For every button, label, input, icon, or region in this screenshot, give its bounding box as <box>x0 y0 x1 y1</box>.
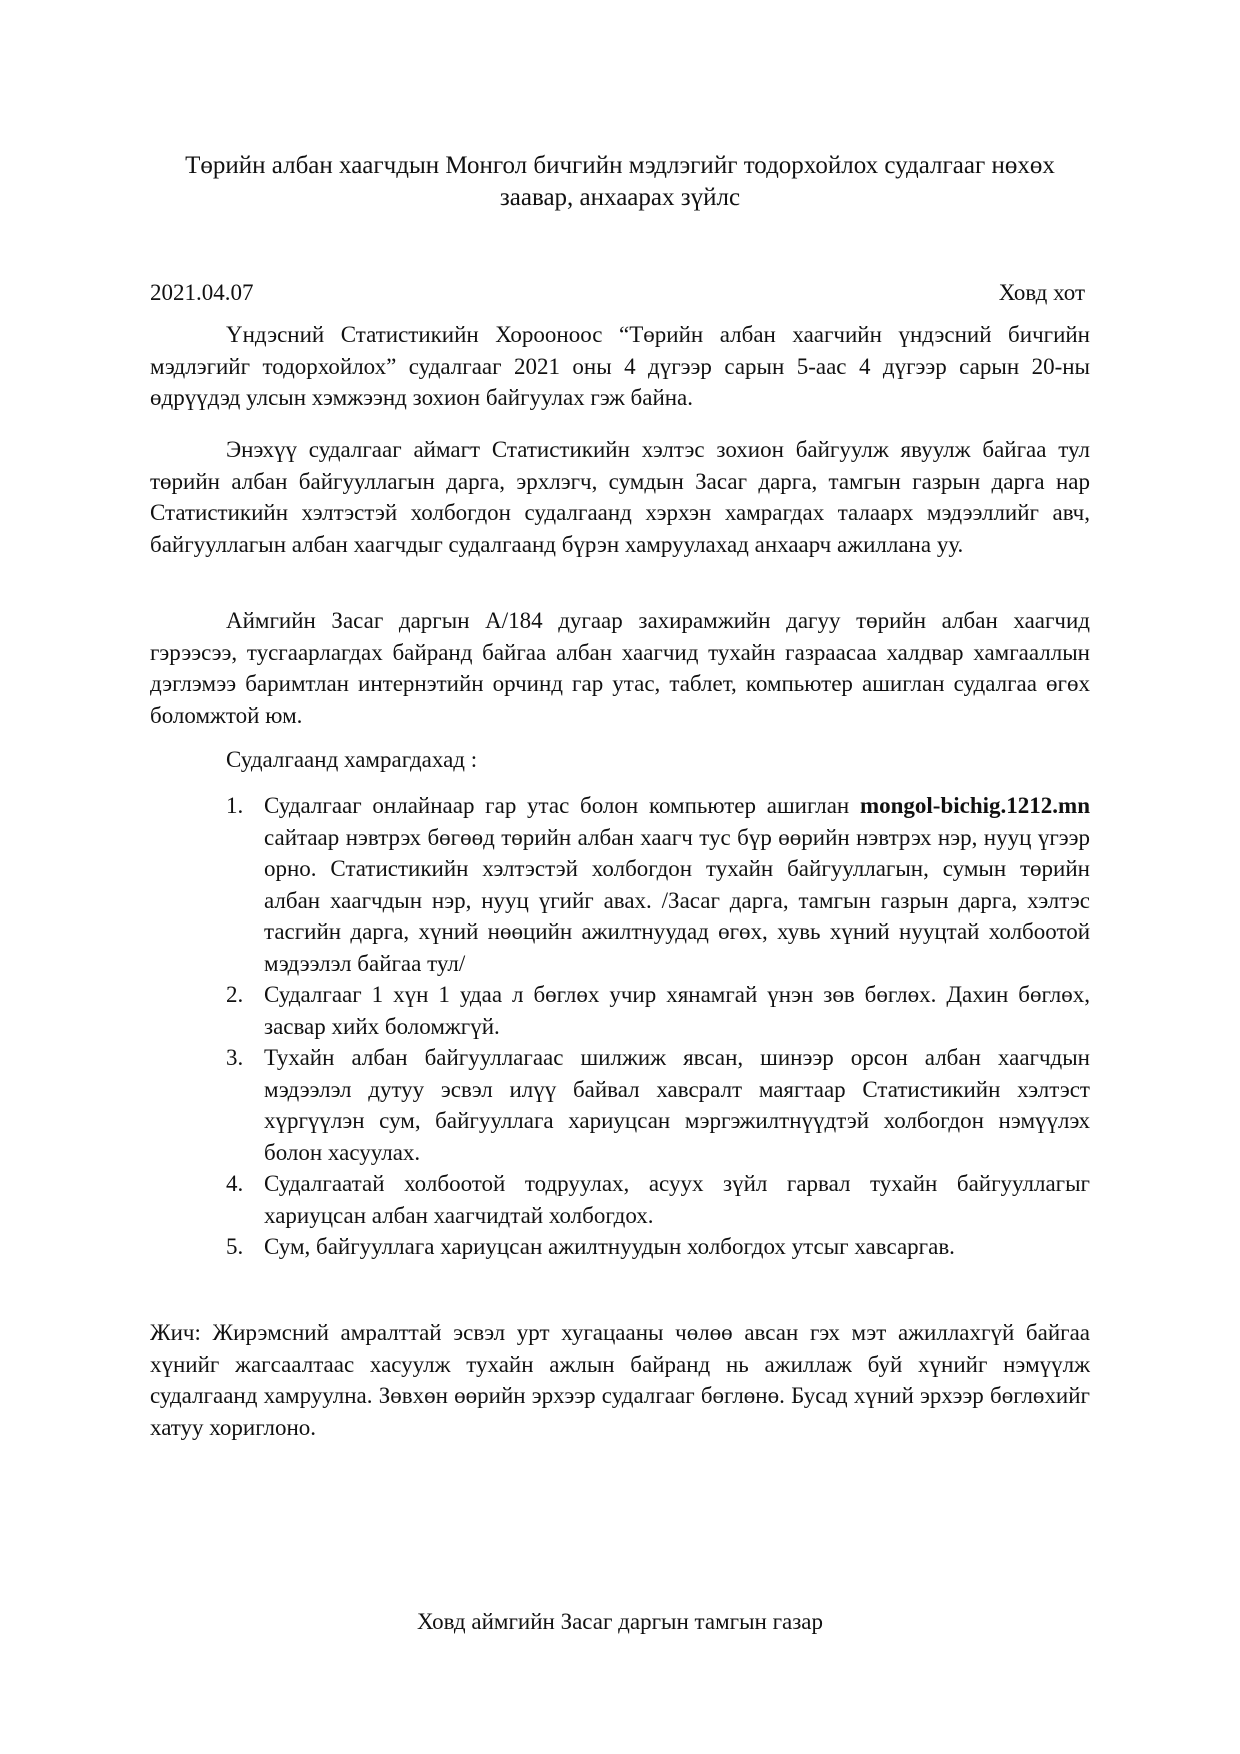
list-item <box>226 1168 1090 1231</box>
document-place: Ховд хот <box>998 280 1085 305</box>
list-item-number: 4. <box>226 1171 244 1196</box>
list-item-number: 5. <box>226 1234 244 1259</box>
title-line-1: Төрийн албан хаагчдын Монгол бичгийн мэдлэгийг тодорхойлох судалгааг нөхөх <box>185 152 1055 179</box>
list-item-text: Судалгааг 1 хүн 1 удаа л бөглөх учир хянамгай үнэн зөв бөглөх. Дахин бөглөх, засвар хийх боломжгүй. <box>264 982 1090 1039</box>
paragraph-1: Үндэсний Статистикийн Хорооноос “Төрийн албан хаагчийн үндэсний бичгийн мэдлэгийг тодорхойлох” судалгааг 2021 оны 4 дүгээр сарын 5-аас 4 дүгээр сарын 20-ны өдрүүдэд улсын хэмжээнд зохион байгуулах гэж байна. <box>150 322 1090 410</box>
website-link[interactable]: mongol-bichig.1212.mn <box>859 793 1090 818</box>
document-title <box>150 150 1090 214</box>
list-item-text-post: сайтаар нэвтрэх бөгөөд төрийн албан хаагч тус бүр өөрийн нэвтрэх нэр, нууц үгээр орно. Статистикийн хэлтэстэй холбогдон тухайн байгууллагын, сумын төрийн албан хаагчдын нэр, нууц үгийг авах. /Засаг дарга, тамгын газрын дарга, хэлтэс тасгийн дарга, хүний нөөцийн ажилтнуудад өгөх, хувь хүний нууцтай холбоотой мэдээлэл байгаа тул/ <box>264 824 1090 976</box>
list-item-text: Тухайн албан байгууллагаас шилжиж явсан, шинээр орсон албан хаагчдын мэдээлэл дутуу эсвэл илүү байвал хавсралт маягтаар Статистикийн хэлтэст хүргүүлэн сум, байгууллага хариуцсан мэргэжилтнүүдтэй холбогдон нэмүүлэх болон хасуулах. <box>264 1045 1090 1165</box>
paragraph-2: Энэхүү судалгааг аймагт Статистикийн хэлтэс зохион байгуулж явуулж байгаа тул төрийн албан байгууллагын дарга, эрхлэгч, сумдын Засаг дарга, тамгын газрын дарга нар Статистикийн хэлтэстэй холбогдон судалгаанд хэрхэн хамрагдах талаарх мэдээллийг авч, байгууллагын албан хаагчдыг судалгаанд бүрэн хамруулахад анхаарч ажиллана уу. <box>150 437 1090 557</box>
note-paragraph: Жич: Жирэмсний амралттай эсвэл урт хугацааны чөлөө авсан гэх мэт ажиллахгүй байгаа хүнийг жагсаалтаас хасуулж тухайн ажлын байранд нь ажиллаж буй хүнийг нэмүүлж судалгаанд хамруулна. Зөвхөн өөрийн эрхээр судалгааг бөглөнө. Бусад хүний эрхээр бөглөхийг хатуу хориглоно. <box>150 1320 1090 1440</box>
list-item-number: 1. <box>226 793 244 818</box>
instruction-list <box>226 790 1090 1263</box>
title-line-2: заавар, анхаарах зүйлс <box>499 184 741 211</box>
document-date: 2021.04.07 <box>150 280 254 305</box>
paragraph-3: Аймгийн Засаг даргын А/184 дугаар захирамжийн дагуу төрийн албан хаагчид гэрээсээ, тусгаарлагдах байранд байгаа албан хаагчид тухайн газраасаа халдвар хамгааллын дэглэмээ баримтлан интернэтийн орчинд гар утас, таблет, компьютер ашиглан судалгаа өгөх боломжтой юм. <box>150 608 1090 728</box>
list-item <box>226 1042 1090 1168</box>
list-item <box>226 979 1090 1042</box>
list-item-number: 3. <box>226 1045 244 1070</box>
list-item <box>226 1231 1090 1263</box>
list-item-text: Судалгаатай холбоотой тодруулах, асуух зүйл гарвал тухайн байгууллагыг хариуцсан албан хаагчидтай холбогдох. <box>264 1171 1090 1228</box>
list-item-text-pre: Судалгааг онлайнаар гар утас болон компьютер ашиглан <box>264 793 860 818</box>
list-item-number: 2. <box>226 982 244 1007</box>
list-lead: Судалгаанд хамрагдахад : <box>226 747 478 772</box>
list-item-text: Сум, байгууллага хариуцсан ажилтнуудын холбогдох утсыг хавсаргав. <box>264 1234 955 1259</box>
signature-line: Ховд аймгийн Засаг даргын тамгын газар <box>416 1609 824 1634</box>
list-item <box>226 790 1090 979</box>
